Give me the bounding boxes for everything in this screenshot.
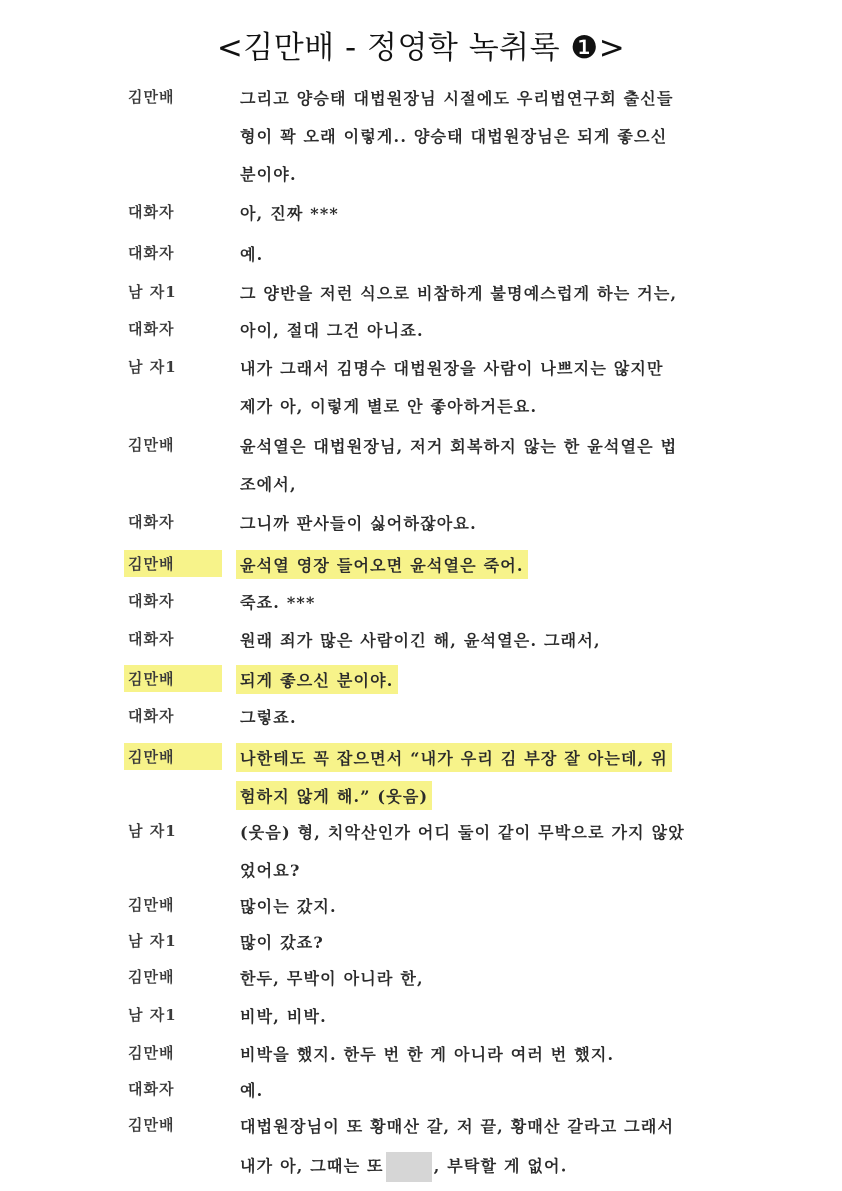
speaker-label: 대화자 bbox=[128, 1080, 175, 1098]
speaker-label: 김만배 bbox=[128, 968, 175, 986]
utterance-line: 그렇죠. bbox=[240, 708, 297, 727]
utterance-line: 예. bbox=[240, 1081, 264, 1100]
utterance-line: 비박을 했지. 한두 번 한 게 아니라 여러 번 했지. bbox=[240, 1045, 615, 1064]
speaker-label: 대화자 bbox=[128, 320, 175, 338]
utterance-line: 내가 그래서 김명수 대법원장을 사람이 나쁘지는 않지만 bbox=[240, 359, 664, 378]
utterance-line: 아, 진짜 *** bbox=[240, 204, 339, 223]
speaker-label: 대화자 bbox=[128, 707, 175, 725]
utterance-line: 그리고 양승태 대법원장님 시절에도 우리법연구회 출신들 bbox=[240, 89, 674, 108]
utterance-fragment: , 부탁할 게 없어. bbox=[433, 1156, 568, 1176]
speaker-label: 김만배 bbox=[128, 1116, 175, 1134]
speaker-label: 김만배 bbox=[128, 436, 175, 454]
speaker-label: 김만배 bbox=[128, 896, 175, 914]
utterance-line: 나한테도 꼭 잡으면서 “내가 우리 김 부장 잘 아는데, 위 bbox=[236, 743, 672, 772]
speaker-label: 김만배 bbox=[124, 665, 222, 692]
utterance-line: (웃음) 형, 치악산인가 어디 둘이 같이 무박으로 가지 않았 bbox=[240, 823, 685, 842]
utterance-line: 원래 죄가 많은 사람이긴 해, 윤석열은. 그래서, bbox=[240, 631, 601, 650]
speaker-label: 김만배 bbox=[128, 1044, 175, 1062]
utterance-line: 분이야. bbox=[240, 165, 297, 184]
utterance-line: 그 양반을 저런 식으로 비참하게 불명예스럽게 하는 거는, bbox=[240, 284, 678, 303]
utterance-line: 한두, 무박이 아니라 한, bbox=[240, 969, 424, 988]
speaker-label: 남 자1 bbox=[128, 1006, 177, 1024]
utterance-line: 험하지 않게 해.” (웃음) bbox=[236, 781, 432, 810]
speaker-label: 김만배 bbox=[124, 743, 222, 770]
utterance-line: 예. bbox=[240, 245, 264, 264]
utterance-line-with-redaction bbox=[240, 1152, 567, 1182]
utterance-line: 아이, 절대 그건 아니죠. bbox=[240, 321, 424, 340]
utterance-line: 대법원장님이 또 황매산 갈, 저 끝, 황매산 갈라고 그래서 bbox=[240, 1117, 675, 1136]
utterance-line: 그니까 판사들이 싫어하잖아요. bbox=[240, 514, 477, 533]
utterance-line: 제가 아, 이렇게 별로 안 좋아하거든요. bbox=[240, 397, 538, 416]
speaker-label: 대화자 bbox=[128, 513, 175, 531]
speaker-label: 대화자 bbox=[128, 203, 175, 221]
utterance-line: 많이는 갔지. bbox=[240, 897, 337, 916]
speaker-label: 대화자 bbox=[128, 592, 175, 610]
utterance-line: 조에서, bbox=[240, 475, 297, 494]
speaker-label: 대화자 bbox=[128, 630, 175, 648]
utterance-line: 윤석열 영장 들어오면 윤석열은 죽어. bbox=[236, 550, 528, 579]
speaker-label: 남 자1 bbox=[128, 283, 177, 301]
utterance-line: 죽죠. *** bbox=[240, 593, 316, 612]
utterance-line: 었어요? bbox=[240, 861, 301, 880]
speaker-label: 남 자1 bbox=[128, 932, 177, 950]
utterance-fragment: 내가 아, 그때는 또 bbox=[240, 1156, 384, 1176]
utterance-line: 되게 좋으신 분이야. bbox=[236, 665, 398, 694]
speaker-label: 김만배 bbox=[128, 88, 175, 106]
speaker-label: 남 자1 bbox=[128, 358, 177, 376]
utterance-line: 형이 꽉 오래 이렇게.. 양승태 대법원장님은 되게 좋으신 bbox=[240, 127, 668, 146]
document-title: <김만배 - 정영학 녹취록 ❶> bbox=[216, 30, 626, 66]
utterance-line: 많이 갔죠? bbox=[240, 933, 324, 952]
utterance-line: 윤석열은 대법원장님, 저거 회복하지 않는 한 윤석열은 법 bbox=[240, 437, 678, 456]
speaker-label: 남 자1 bbox=[128, 822, 177, 840]
speaker-label: 대화자 bbox=[128, 244, 175, 262]
redaction-box bbox=[386, 1152, 432, 1182]
utterance-line: 비박, 비박. bbox=[240, 1007, 327, 1026]
speaker-label: 김만배 bbox=[124, 550, 222, 577]
